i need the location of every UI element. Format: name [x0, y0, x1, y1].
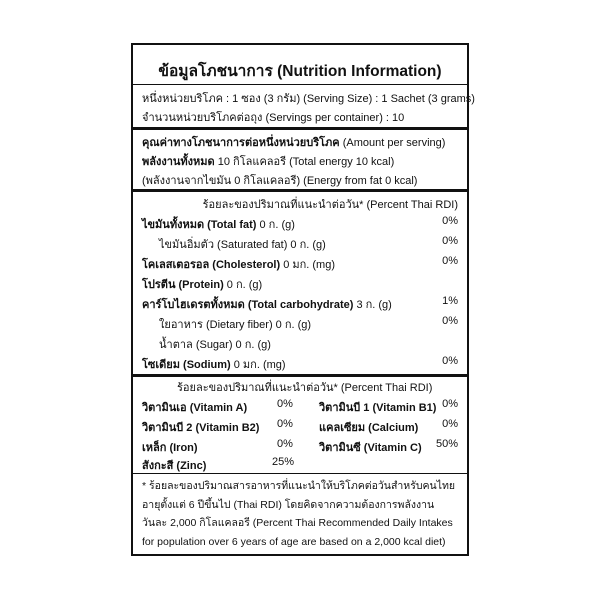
amount-per-serving-th: คุณค่าทางโภชนาการต่อหนึ่งหน่วยบริโภค — [142, 137, 340, 149]
title-thai: ข้อมูลโภชนาการ — [158, 63, 273, 80]
divider-thick — [133, 189, 467, 192]
zinc-name: สังกะสี (Zinc) — [142, 460, 207, 472]
footnote-line: อายุตั้งแต่ 6 ปีขึ้นไป (Thai RDI) โดยคิดจากความต้องการพลังงาน — [142, 498, 435, 511]
label-title — [133, 58, 467, 83]
vitamin-b2-name: วิตามินบี 2 (Vitamin B2) — [142, 422, 260, 434]
total-energy — [142, 152, 394, 170]
nutrient-percent: 1% — [442, 295, 458, 307]
rdi-header: ร้อยละของปริมาณที่แนะนำต่อวัน* (Percent Thai RDI) — [202, 199, 458, 211]
vitamin-c-percent: 50% — [435, 438, 458, 450]
nutrient-name: โปรตีน (Protein) — [142, 279, 224, 291]
amount-per-serving-en: (Amount per serving) — [339, 137, 446, 149]
nutrient-row-saturated-fat — [142, 235, 458, 251]
total-energy-value: 10 กิโลแคลอรี (Total energy 10 kcal) — [214, 156, 395, 168]
nutrient-percent: 0% — [442, 255, 458, 267]
footnote-line: for population over 6 years of age are based on a 2,000 kcal diet) — [142, 535, 446, 548]
nutrient-row-total-carbohydrate — [142, 295, 458, 311]
nutrient-amount: 0 ก. (g) — [223, 279, 263, 291]
title-english: (Nutrition Information) — [277, 63, 442, 80]
divider-thick — [133, 127, 467, 130]
vitamins-rdi-header: ร้อยละของปริมาณที่แนะนำต่อวัน* (Percent Thai RDI) — [177, 382, 433, 394]
nutrient-percent: 0% — [442, 355, 458, 367]
vitamin-a-name: วิตามินเอ (Vitamin A) — [142, 402, 248, 414]
amount-per-serving — [142, 133, 445, 151]
nutrient-name: ไขมันอิ่มตัว (Saturated fat) 0 ก. (g) — [159, 239, 326, 251]
footnote — [142, 477, 461, 551]
footnote-line: * ร้อยละของปริมาณสารอาหารที่แนะนำให้บริโภคต่อวันสำหรับคนไทย — [142, 480, 456, 492]
nutrient-row-cholesterol — [142, 255, 458, 271]
nutrient-amount: 0 ก. (g) — [256, 219, 295, 231]
nutrient-name: คาร์โบไฮเดรตทั้งหมด (Total carbohydrate) — [142, 299, 354, 311]
nutrient-name: โซเดียม (Sodium) — [142, 359, 231, 371]
nutrient-row-total-fat — [142, 215, 458, 231]
nutrient-row-sugar — [142, 335, 458, 351]
calcium-percent: 0% — [442, 418, 458, 430]
vitamin-a-percent: 0% — [277, 398, 293, 410]
zinc-percent: 25% — [272, 456, 295, 468]
nutrient-row-sodium — [142, 355, 458, 371]
nutrient-percent: 0% — [442, 315, 458, 327]
nutrient-row-dietary-fiber — [142, 315, 458, 331]
vitamin-c-name: วิตามินซี (Vitamin C) — [319, 442, 422, 454]
nutrient-name: ใยอาหาร (Dietary fiber) 0 ก. (g) — [159, 319, 312, 331]
servings-per-container: จำนวนหน่วยบริโภคต่อถุง (Servings per container) : 10 — [142, 112, 405, 124]
iron-name: เหล็ก (Iron) — [142, 442, 198, 454]
vitamin-b1-percent: 0% — [442, 398, 458, 410]
nutrient-amount: 0 มก. (mg) — [280, 259, 336, 271]
divider — [133, 84, 467, 85]
nutrient-amount: 0 มก. (mg) — [230, 359, 286, 371]
nutrient-percent: 0% — [442, 235, 458, 247]
energy-from-fat: (พลังงานจากไขมัน 0 กิโลแคลอรี) (Energy from fat 0 kcal) — [142, 175, 418, 187]
serving-size: หนึ่งหน่วยบริโภค : 1 ซอง (3 กรัม) (Serving Size) : 1 Sachet (3 grams) — [142, 93, 475, 105]
nutrient-amount: 3 ก. (g) — [353, 299, 392, 311]
calcium-name: แคลเซียม (Calcium) — [319, 422, 419, 434]
divider-thick — [133, 374, 467, 377]
nutrient-name: ไขมันทั้งหมด (Total fat) — [142, 219, 257, 231]
nutrient-name: น้ำตาล (Sugar) 0 ก. (g) — [159, 339, 271, 351]
nutrient-name: โคเลสเตอรอล (Cholesterol) — [142, 259, 281, 271]
iron-percent: 0% — [277, 438, 293, 450]
vitamin-b1-name: วิตามินบี 1 (Vitamin B1) — [319, 402, 437, 414]
total-energy-label: พลังงานทั้งหมด — [142, 156, 215, 168]
divider — [133, 473, 467, 474]
nutrition-label — [131, 43, 475, 556]
footnote-line: วันละ 2,000 กิโลแคลอรี (Percent Thai Recommended Daily Intakes — [142, 517, 453, 529]
vitamin-b2-percent: 0% — [277, 418, 293, 430]
nutrient-percent: 0% — [442, 215, 458, 227]
nutrient-row-protein — [142, 275, 458, 291]
